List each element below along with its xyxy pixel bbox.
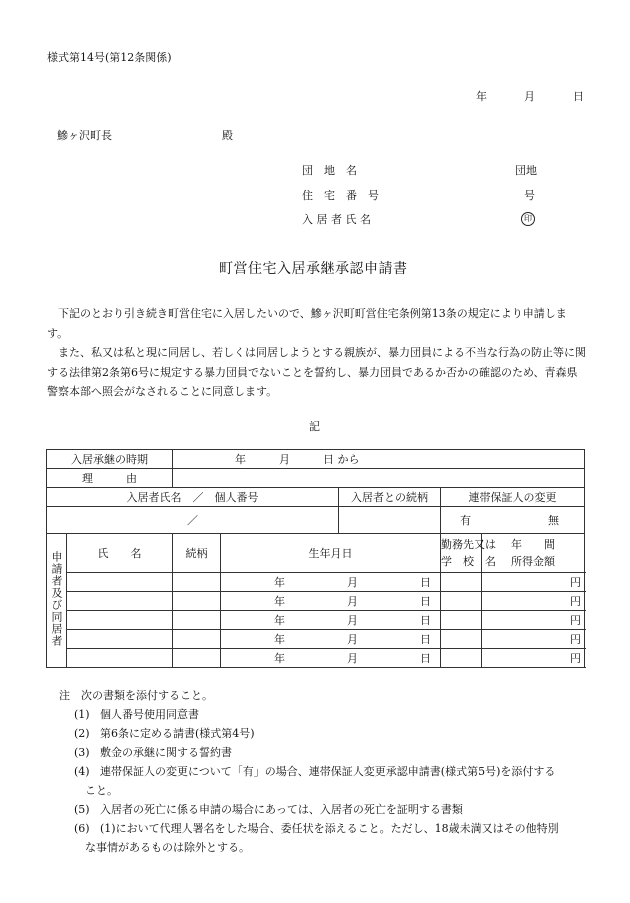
col-relation-header: 続柄 [173, 534, 221, 573]
note-2-text: 第6条に定める請書(様式第4号) [100, 727, 255, 740]
member-row [47, 649, 585, 668]
member-relation[interactable] [173, 611, 221, 630]
date-year: 年 [476, 90, 487, 103]
birth-month: 月 [347, 613, 358, 627]
member-birthdate[interactable] [221, 630, 441, 649]
member-relation[interactable] [173, 630, 221, 649]
col-work-line1: 勤務先又は [441, 538, 496, 551]
unit-label: 住 宅 番 号 [302, 189, 379, 202]
member-income[interactable]: 円 [482, 592, 585, 611]
body-paragraph-2: また、私又は私と現に同居し、若しくは同居しようとする親族が、暴力団員による不当な行為の防止等に関する法律第2条第6号に規定する暴力団員でないことを誓約し、暴力団員であるか否かの確認のため、青森県警察本部へ照会がなされることに同意します。 [47, 346, 586, 398]
note-3-text: 敷金の承継に関する誓約書 [100, 746, 232, 759]
seal-icon: 印 [521, 212, 535, 226]
ki-mark: 記 [309, 420, 320, 433]
reason-row [47, 469, 585, 488]
member-name[interactable] [67, 611, 173, 630]
col-name-header: 氏 名 [67, 534, 173, 573]
notes-intro: 注 次の書類を添付すること。 [59, 689, 213, 702]
note-5-text: 入居者の死亡に係る申請の場合にあっては、入居者の死亡を証明する書類 [100, 803, 463, 816]
date-month: 月 [524, 90, 535, 103]
member-workplace[interactable] [441, 592, 482, 611]
member-row [47, 573, 585, 592]
birth-month: 月 [347, 632, 358, 646]
col-birth-header: 生年月日 [221, 534, 441, 573]
col-income-header [482, 534, 585, 573]
resident-name-number-header: 入居者氏名 ／ 個人番号 [47, 488, 339, 507]
guarantor-yes[interactable]: 有 [460, 513, 471, 527]
members-header-row [47, 534, 585, 573]
member-workplace[interactable] [441, 630, 482, 649]
resident-header-row [47, 488, 585, 507]
seal-mark [521, 211, 535, 226]
birth-year: 年 [274, 651, 285, 665]
member-income[interactable]: 円 [482, 611, 585, 630]
member-row [47, 630, 585, 649]
note-6-number: (6) [74, 822, 90, 835]
member-relation[interactable] [173, 649, 221, 668]
member-row [47, 611, 585, 630]
member-birthdate[interactable] [221, 649, 441, 668]
note-4-text-line1: 連帯保証人の変更について「有」の場合、連帯保証人変更承認申請書(様式第5号)を添付する [100, 765, 556, 778]
resident-name-number-value[interactable]: ／ [47, 507, 339, 534]
birth-day: 日 [420, 594, 431, 608]
note-6-text-line2: な事情があるものは除外とする。 [85, 841, 250, 854]
col-work-header [441, 534, 496, 573]
birth-day: 日 [420, 632, 431, 646]
relation-header: 入居者との続柄 [339, 488, 441, 507]
member-workplace[interactable] [441, 649, 482, 668]
birth-year: 年 [274, 632, 285, 646]
birth-day: 日 [420, 613, 431, 627]
resident-value-row [47, 507, 585, 534]
member-birthdate[interactable] [221, 611, 441, 630]
honorific: 殿 [222, 129, 233, 142]
member-name[interactable] [67, 592, 173, 611]
reason-label: 理 由 [47, 469, 173, 488]
note-1-number: (1) [74, 708, 90, 721]
complex-suffix: 団地 [515, 164, 537, 177]
member-income[interactable]: 円 [482, 573, 585, 592]
date-day: 日 [573, 90, 584, 103]
member-name[interactable] [67, 649, 173, 668]
col-income-line1: 年 間 [511, 538, 555, 551]
member-workplace[interactable] [441, 573, 482, 592]
side-label: 申請者及び同居者 [50, 551, 63, 647]
note-3-number: (3) [74, 746, 90, 759]
member-birthdate[interactable] [221, 592, 441, 611]
side-label-cell [47, 534, 67, 668]
member-name[interactable] [67, 573, 173, 592]
addressee: 鰺ヶ沢町長 [57, 129, 112, 142]
guarantor-change-header: 連帯保証人の変更 [441, 488, 585, 507]
birth-year: 年 [274, 575, 285, 589]
birth-month: 月 [347, 594, 358, 608]
birth-day: 日 [420, 651, 431, 665]
member-birthdate[interactable] [221, 573, 441, 592]
member-relation[interactable] [173, 573, 221, 592]
form-number: 様式第14号(第12条関係) [47, 51, 172, 64]
member-income[interactable]: 円 [482, 630, 585, 649]
note-4-number: (4) [74, 765, 90, 778]
col-work-line2: 学 校 名 [441, 555, 496, 568]
birth-day: 日 [420, 575, 431, 589]
guarantor-no[interactable]: 無 [548, 513, 559, 527]
complex-label: 団 地 名 [302, 164, 357, 177]
note-6-text-line1: (1)において代理人署名をした場合、委任状を添えること。ただし、18歳未満又はその他特別 [100, 822, 559, 835]
relation-value[interactable] [339, 507, 441, 534]
period-row [47, 450, 585, 469]
member-row [47, 592, 585, 611]
member-income[interactable]: 円 [482, 649, 585, 668]
birth-year: 年 [274, 594, 285, 608]
birth-month: 月 [347, 575, 358, 589]
note-1-text: 個人番号使用同意書 [100, 708, 199, 721]
body-paragraph-1: 下記のとおり引き続き町営住宅に入居したいので、鰺ヶ沢町町営住宅条例第13条の規定により申請します。 [47, 307, 567, 340]
application-table [46, 449, 585, 668]
note-5-number: (5) [74, 803, 90, 816]
guarantor-change-value[interactable] [441, 507, 585, 534]
period-value[interactable]: 年 月 日 から [173, 450, 585, 469]
reason-value[interactable] [173, 469, 585, 488]
member-relation[interactable] [173, 592, 221, 611]
note-2-number: (2) [74, 727, 90, 740]
birth-month: 月 [347, 651, 358, 665]
document-title: 町営住宅入居承継承認申請書 [219, 261, 408, 277]
member-workplace[interactable] [441, 611, 482, 630]
birth-year: 年 [274, 613, 285, 627]
period-label: 入居承継の時期 [47, 450, 173, 469]
resident-name-label: 入 居 者 氏 名 [302, 213, 371, 226]
note-4-text-line2: こと。 [85, 784, 118, 797]
member-name[interactable] [67, 630, 173, 649]
col-income-line2: 所得金額 [511, 555, 555, 568]
unit-suffix: 号 [524, 189, 535, 202]
